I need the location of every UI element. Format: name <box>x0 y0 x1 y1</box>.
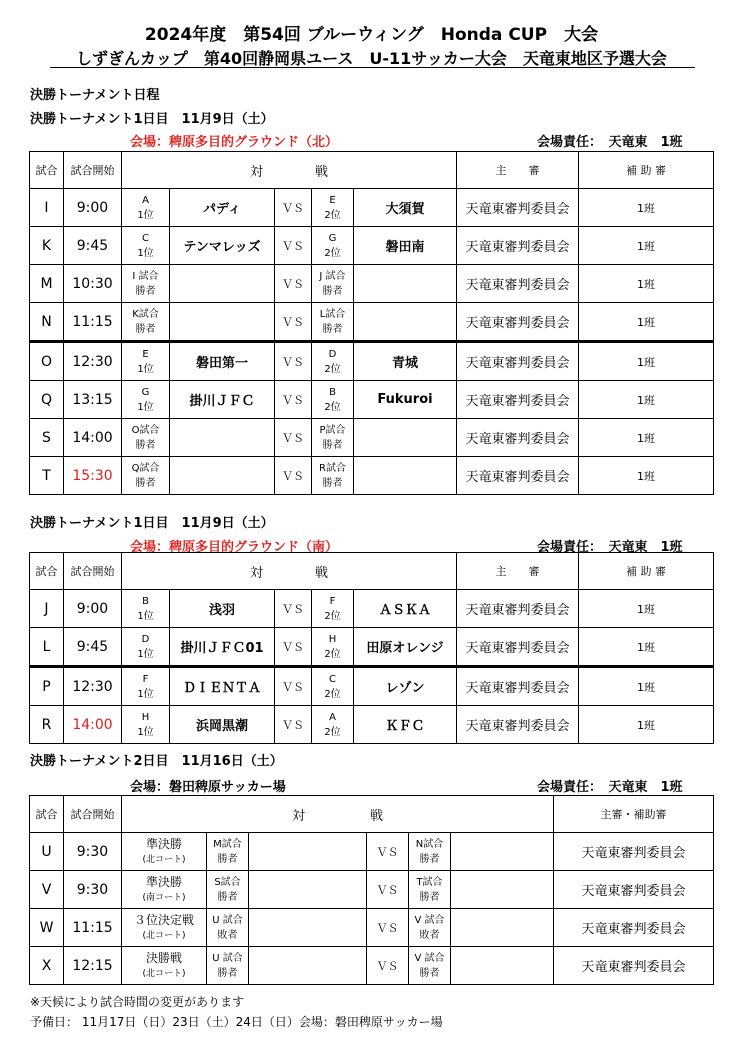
table-row <box>30 667 714 706</box>
team-2: 磐田南 <box>354 227 457 265</box>
vs-label: ＶＳ <box>275 667 312 706</box>
assistant: 1班 <box>579 667 714 706</box>
seed-1-line1: S試合 <box>214 876 241 888</box>
seed-1 <box>122 628 170 667</box>
section3-heading: 決勝トーナメント2日目 11月16日（土） <box>30 754 283 769</box>
round-name <box>122 871 207 909</box>
header-assistant: 補 助 審 <box>579 553 714 590</box>
start-time: 10:30 <box>64 265 122 303</box>
team-1: 掛川ＪＦＣ01 <box>170 628 275 667</box>
table-row <box>30 342 714 381</box>
header-start: 試合開始 <box>64 152 122 189</box>
start-time: 12:30 <box>64 342 122 381</box>
seed-1-line2: 勝者 <box>217 891 238 903</box>
seed-1-line1: O試合 <box>131 424 160 436</box>
assistant: 1班 <box>579 303 714 342</box>
header-start: 試合開始 <box>64 553 122 590</box>
match-id: W <box>30 909 64 947</box>
referee: 天竜東審判委員会 <box>457 227 579 265</box>
seed-1-line2: 1位 <box>137 726 154 738</box>
table-row <box>30 189 714 227</box>
team-2: Fukuroi <box>354 381 457 419</box>
seed-1-line1: K試合 <box>132 308 159 320</box>
court-label: (北コート) <box>142 968 186 979</box>
seed-2 <box>409 947 451 985</box>
team-1 <box>170 303 275 342</box>
start-time: 9:45 <box>64 628 122 667</box>
round-label: 準決勝 <box>145 874 182 889</box>
section3-table <box>29 795 714 985</box>
team-1-blank <box>249 833 367 871</box>
seed-2-line1: C <box>329 673 336 685</box>
seed-2 <box>312 189 354 227</box>
vs-label: ＶＳ <box>275 381 312 419</box>
seed-2-line1: E <box>329 194 336 206</box>
referee: 天竜東審判委員会 <box>457 189 579 227</box>
seed-2-line1: L試合 <box>319 308 346 320</box>
seed-1 <box>122 706 170 744</box>
team-1 <box>170 265 275 303</box>
seed-2-line2: 勝者 <box>322 323 343 335</box>
header-match: 試合 <box>30 796 64 833</box>
title-underline <box>50 67 695 68</box>
seed-2-line1: D <box>328 348 337 360</box>
section3-venue: 会場：磐田稗原サッカー場 <box>130 780 286 795</box>
seed-2-line2: 敗者 <box>419 929 440 941</box>
seed-2 <box>312 457 354 495</box>
start-time: 9:00 <box>64 189 122 227</box>
table-row <box>30 303 714 342</box>
referee: 天竜東審判委員会 <box>457 381 579 419</box>
assistant: 1班 <box>579 227 714 265</box>
reserve-days: 予備日： 11月17日（日）23日（土）24日（日）会場：磐田稗原サッカー場 <box>30 1015 443 1029</box>
seed-1-line1: Q試合 <box>131 462 160 474</box>
team-1: 浅羽 <box>170 590 275 628</box>
seed-2-line1: J 試合 <box>319 270 346 282</box>
seed-1-line1: M試合 <box>213 838 242 850</box>
table-row <box>30 706 714 744</box>
match-id: I <box>30 189 64 227</box>
assistant: 1班 <box>579 457 714 495</box>
referee: 天竜東審判委員会 <box>554 947 714 985</box>
seed-1-line1: D <box>141 633 150 645</box>
seed-2-line2: 勝者 <box>419 853 440 865</box>
match-id: J <box>30 590 64 628</box>
team-1-blank <box>249 947 367 985</box>
match-id: U <box>30 833 64 871</box>
vs-label: ＶＳ <box>275 303 312 342</box>
round-name <box>122 833 207 871</box>
team-2 <box>354 457 457 495</box>
section2-heading: 決勝トーナメント1日目 11月9日（土） <box>30 516 274 531</box>
seed-2-line2: 勝者 <box>419 891 440 903</box>
seed-1-line1: I 試合 <box>132 270 159 282</box>
vs-label: ＶＳ <box>275 457 312 495</box>
seed-2-line2: 勝者 <box>322 285 343 297</box>
seed-2-line1: P試合 <box>319 424 346 436</box>
assistant: 1班 <box>579 419 714 457</box>
team-2 <box>354 303 457 342</box>
match-id: O <box>30 342 64 381</box>
seed-1-line2: 勝者 <box>135 439 156 451</box>
match-id: Q <box>30 381 64 419</box>
seed-2 <box>409 871 451 909</box>
assistant: 1班 <box>579 265 714 303</box>
start-time: 13:15 <box>64 381 122 419</box>
weather-note: ※天候により試合時間の変更があります <box>30 995 245 1009</box>
seed-1 <box>122 667 170 706</box>
seed-2-line2: 2位 <box>324 726 341 738</box>
section2-venue: 会場：稗原多目的グラウンド（南） <box>130 540 339 555</box>
team-1: ＤＩＥＮＴＡ <box>170 667 275 706</box>
seed-2-line2: 2位 <box>324 610 341 622</box>
referee: 天竜東審判委員会 <box>457 706 579 744</box>
start-time: 11:15 <box>64 303 122 342</box>
seed-1-line1: C <box>142 232 149 244</box>
start-time: 9:00 <box>64 590 122 628</box>
round-label: ３位決定戦 <box>133 912 194 927</box>
seed-2-line2: 勝者 <box>322 439 343 451</box>
start-time: 9:45 <box>64 227 122 265</box>
team-1: テンマレッズ <box>170 227 275 265</box>
seed-2 <box>312 667 354 706</box>
seed-1 <box>122 419 170 457</box>
seed-2-line1: T試合 <box>416 876 443 888</box>
start-time: 14:00 <box>64 419 122 457</box>
referee: 天竜東審判委員会 <box>457 628 579 667</box>
vs-label: ＶＳ <box>275 706 312 744</box>
vs-label: ＶＳ <box>367 947 409 985</box>
header-versus: 対 戦 <box>122 796 554 833</box>
round-label: 準決勝 <box>145 836 182 851</box>
referee: 天竜東審判委員会 <box>554 833 714 871</box>
vs-label: ＶＳ <box>275 419 312 457</box>
seed-2-line1: F <box>329 595 336 607</box>
vs-label: ＶＳ <box>275 342 312 381</box>
seed-2-line1: R試合 <box>319 462 346 474</box>
seed-1 <box>207 909 249 947</box>
court-label: (北コート) <box>142 854 186 865</box>
referee: 天竜東審判委員会 <box>554 909 714 947</box>
seed-1-line2: 1位 <box>137 688 154 700</box>
seed-2-line1: H <box>328 633 337 645</box>
seed-1 <box>122 265 170 303</box>
seed-1-line2: 1位 <box>137 247 154 259</box>
team-2: 田原オレンジ <box>354 628 457 667</box>
seed-1-line2: 勝者 <box>135 323 156 335</box>
team-2: レゾン <box>354 667 457 706</box>
vs-label: ＶＳ <box>367 833 409 871</box>
team-1: 掛川ＪＦＣ <box>170 381 275 419</box>
seed-1-line1: E <box>142 348 149 360</box>
section1-table <box>29 151 714 495</box>
header-assistant: 補 助 審 <box>579 152 714 189</box>
seed-1-line2: 1位 <box>137 648 154 660</box>
start-time: 12:30 <box>64 667 122 706</box>
assistant: 1班 <box>579 381 714 419</box>
match-id: M <box>30 265 64 303</box>
seed-2 <box>312 227 354 265</box>
start-time: 9:30 <box>64 871 122 909</box>
referee: 天竜東審判委員会 <box>457 265 579 303</box>
table-row <box>30 909 714 947</box>
seed-2-line1: B <box>329 386 336 398</box>
seed-1-line2: 1位 <box>137 209 154 221</box>
start-time: 11:15 <box>64 909 122 947</box>
seed-1-line1: U 試合 <box>212 952 243 964</box>
team-1: 浜岡黒潮 <box>170 706 275 744</box>
assistant: 1班 <box>579 189 714 227</box>
table-row <box>30 947 714 985</box>
referee: 天竜東審判委員会 <box>457 667 579 706</box>
match-id: T <box>30 457 64 495</box>
seed-1 <box>207 871 249 909</box>
team-2 <box>354 419 457 457</box>
referee: 天竜東審判委員会 <box>457 419 579 457</box>
table-row <box>30 381 714 419</box>
seed-1-line2: 1位 <box>137 610 154 622</box>
seed-2 <box>409 833 451 871</box>
court-label: (北コート) <box>142 930 186 941</box>
section1-responsible: 会場責任： 天竜東 1班 <box>537 135 683 150</box>
team-2-blank <box>451 947 554 985</box>
header-referee: 主 審 <box>457 152 579 189</box>
team-2-blank <box>451 909 554 947</box>
team-2-blank <box>451 871 554 909</box>
seed-2-line2: 勝者 <box>419 967 440 979</box>
assistant: 1班 <box>579 342 714 381</box>
assistant: 1班 <box>579 706 714 744</box>
referee: 天竜東審判委員会 <box>457 457 579 495</box>
team-1: パディ <box>170 189 275 227</box>
header-start: 試合開始 <box>64 796 122 833</box>
seed-2-line2: 2位 <box>324 209 341 221</box>
header-match: 試合 <box>30 553 64 590</box>
team-2-blank <box>451 833 554 871</box>
table-row <box>30 590 714 628</box>
seed-2-line1: V 試合 <box>414 914 445 926</box>
round-name <box>122 947 207 985</box>
team-2: ＡＳＫＡ <box>354 590 457 628</box>
seed-1-line2: 敗者 <box>217 929 238 941</box>
referee: 天竜東審判委員会 <box>457 303 579 342</box>
seed-2-line2: 2位 <box>324 648 341 660</box>
seed-1-line1: U 試合 <box>212 914 243 926</box>
match-id: V <box>30 871 64 909</box>
seed-1 <box>122 227 170 265</box>
match-id: X <box>30 947 64 985</box>
seed-2-line1: N試合 <box>415 838 444 850</box>
seed-1-line1: G <box>141 386 150 398</box>
table-row <box>30 457 714 495</box>
header-row <box>30 152 714 189</box>
team-2: 大須賀 <box>354 189 457 227</box>
seed-2 <box>312 265 354 303</box>
table-row <box>30 833 714 871</box>
team-2 <box>354 265 457 303</box>
seed-1-line1: H <box>141 711 150 723</box>
seed-1-line2: 勝者 <box>217 967 238 979</box>
seed-1-line1: A <box>142 194 149 206</box>
seed-1 <box>122 303 170 342</box>
table-row <box>30 265 714 303</box>
seed-1 <box>122 189 170 227</box>
referee: 天竜東審判委員会 <box>457 590 579 628</box>
seed-2-line1: A <box>329 711 336 723</box>
team-1 <box>170 419 275 457</box>
seed-1-line2: 勝者 <box>217 853 238 865</box>
seed-2-line1: V 試合 <box>414 952 445 964</box>
seed-2-line2: 2位 <box>324 401 341 413</box>
seed-1 <box>122 381 170 419</box>
start-time: 9:30 <box>64 833 122 871</box>
header-match: 試合 <box>30 152 64 189</box>
schedule-heading: 決勝トーナメント日程 <box>30 88 160 103</box>
section1-venue: 会場：稗原多目的グラウンド（北） <box>130 135 339 150</box>
section2-table <box>29 552 714 744</box>
header-referee: 主 審 <box>457 553 579 590</box>
round-label: 決勝戦 <box>145 950 182 965</box>
section3-responsible: 会場責任： 天竜東 1班 <box>537 780 683 795</box>
table-row <box>30 871 714 909</box>
section1-heading: 決勝トーナメント1日目 11月9日（土） <box>30 112 274 127</box>
seed-2 <box>312 419 354 457</box>
match-id: P <box>30 667 64 706</box>
seed-2 <box>312 706 354 744</box>
team-1 <box>170 457 275 495</box>
header-versus: 対 戦 <box>122 152 457 189</box>
team-1-blank <box>249 909 367 947</box>
section2-responsible: 会場責任： 天竜東 1班 <box>537 540 683 555</box>
seed-1 <box>122 590 170 628</box>
match-id: K <box>30 227 64 265</box>
seed-1-line1: F <box>142 673 149 685</box>
seed-2 <box>312 342 354 381</box>
assistant: 1班 <box>579 590 714 628</box>
team-1: 磐田第一 <box>170 342 275 381</box>
header-row <box>30 796 714 833</box>
seed-2 <box>312 381 354 419</box>
title-line-2: しずぎんカップ 第40回静岡県ユース U-11サッカー大会 天竜東地区予選大会 <box>76 49 667 68</box>
table-row <box>30 419 714 457</box>
seed-1 <box>207 833 249 871</box>
seed-2 <box>312 303 354 342</box>
seed-1-line1: B <box>142 595 149 607</box>
team-1-blank <box>249 871 367 909</box>
seed-1-line2: 1位 <box>137 363 154 375</box>
table-row <box>30 628 714 667</box>
start-time: 14:00 <box>64 706 122 744</box>
seed-2-line2: 2位 <box>324 247 341 259</box>
vs-label: ＶＳ <box>275 227 312 265</box>
match-id: N <box>30 303 64 342</box>
vs-label: ＶＳ <box>367 909 409 947</box>
seed-2 <box>312 590 354 628</box>
seed-1 <box>122 457 170 495</box>
table-row <box>30 227 714 265</box>
match-id: R <box>30 706 64 744</box>
vs-label: ＶＳ <box>275 628 312 667</box>
team-2: 青城 <box>354 342 457 381</box>
referee: 天竜東審判委員会 <box>554 871 714 909</box>
seed-2-line2: 勝者 <box>322 477 343 489</box>
seed-2-line1: G <box>328 232 337 244</box>
seed-1-line2: 勝者 <box>135 477 156 489</box>
seed-1 <box>207 947 249 985</box>
vs-label: ＶＳ <box>275 590 312 628</box>
start-time: 15:30 <box>64 457 122 495</box>
court-label: (南コート) <box>142 892 186 903</box>
match-id: L <box>30 628 64 667</box>
title-line-1: 2024年度 第54回 ブルーウィング Honda CUP 大会 <box>144 25 599 45</box>
header-referee: 主審・補助審 <box>554 796 714 833</box>
seed-1-line2: 勝者 <box>135 285 156 297</box>
vs-label: ＶＳ <box>275 189 312 227</box>
referee: 天竜東審判委員会 <box>457 342 579 381</box>
start-time: 12:15 <box>64 947 122 985</box>
header-versus: 対 戦 <box>122 553 457 590</box>
vs-label: ＶＳ <box>275 265 312 303</box>
seed-2 <box>409 909 451 947</box>
round-name <box>122 909 207 947</box>
vs-label: ＶＳ <box>367 871 409 909</box>
seed-2 <box>312 628 354 667</box>
seed-2-line2: 2位 <box>324 363 341 375</box>
seed-1-line2: 1位 <box>137 401 154 413</box>
header-row <box>30 553 714 590</box>
match-id: S <box>30 419 64 457</box>
team-2: ＫＦＣ <box>354 706 457 744</box>
seed-2-line2: 2位 <box>324 688 341 700</box>
seed-1 <box>122 342 170 381</box>
assistant: 1班 <box>579 628 714 667</box>
